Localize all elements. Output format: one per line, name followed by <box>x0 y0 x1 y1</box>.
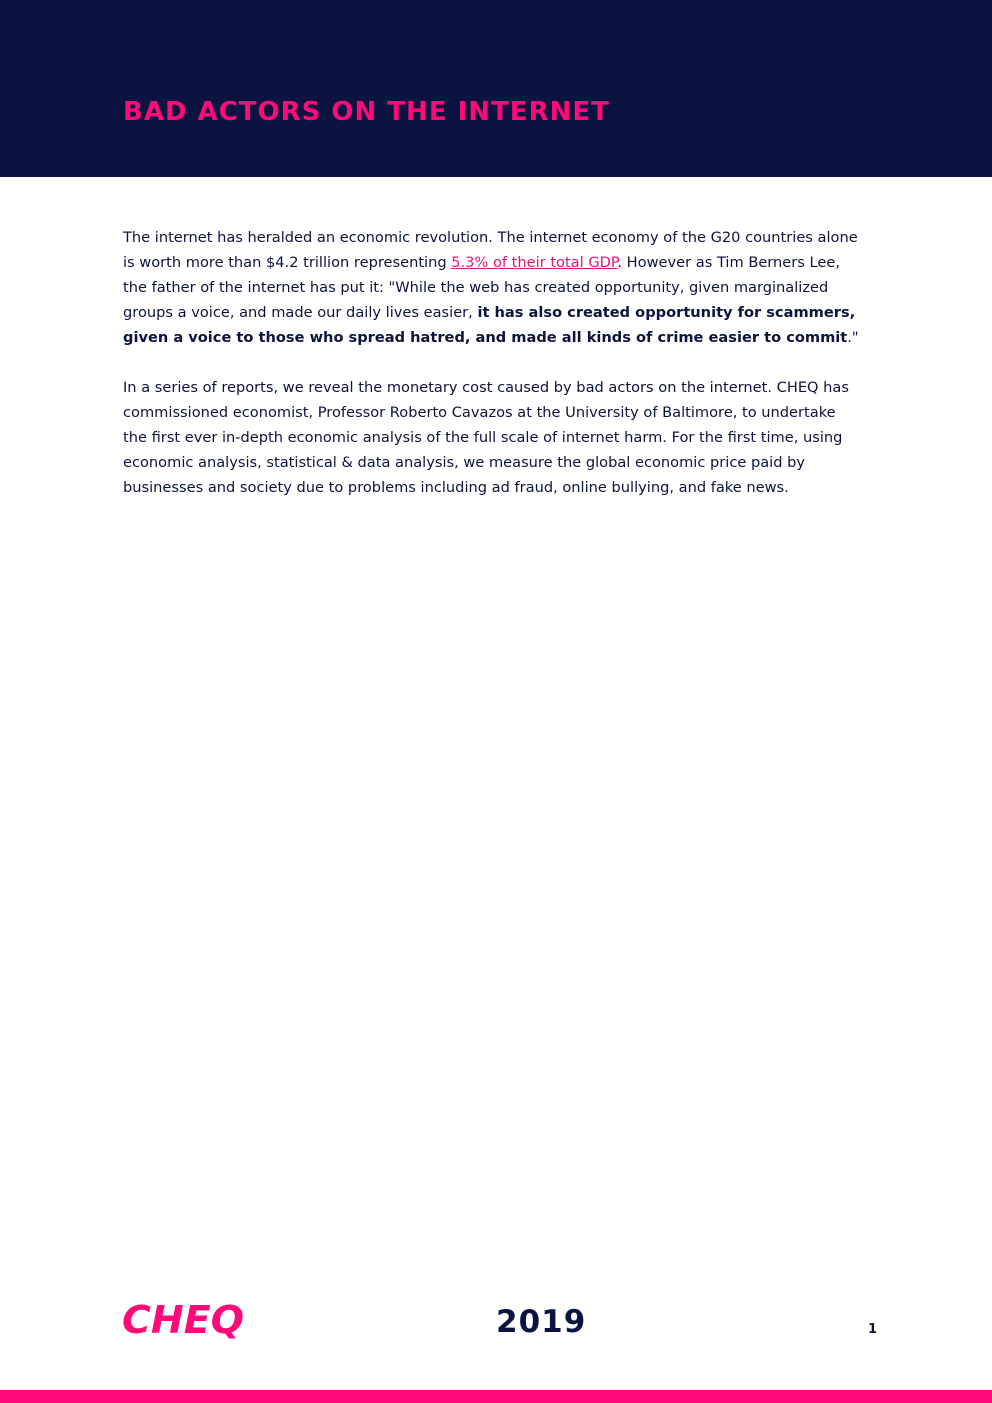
header-band <box>0 0 992 177</box>
gdp-source-link[interactable]: 5.3% of their total GDP <box>451 254 618 271</box>
bold-quote: it has also created opportunity for scammers, given a voice to those who spread hatred, and made all kinds of crime easier to commit <box>123 304 856 346</box>
intro-paragraph <box>123 225 863 350</box>
bottom-accent-bar <box>0 1390 992 1403</box>
cheq-logo-text: CHEQ <box>122 1300 244 1340</box>
cheq-logo <box>122 1300 248 1340</box>
intro-text-end: ." <box>847 329 859 346</box>
page-number: 1 <box>868 1322 878 1337</box>
intro-text-middle: . However as Tim Berners Lee, the father of the internet has put it: "While the web has created opportunity, given marginalized groups a voice, and made our daily lives easier, <box>123 254 840 321</box>
report-year: 2019 <box>496 1304 587 1340</box>
reports-paragraph: In a series of reports, we reveal the monetary cost caused by bad actors on the internet. CHEQ has commissioned economist, Professor Roberto Cavazos at the University of Baltimore, to undertake the first ever in-depth economic analysis of the full scale of internet harm. For the first time, using economic analysis, statistical & data analysis, we measure the global economic price paid by businesses and society due to problems including ad fraud, online bullying, and fake news. <box>123 379 849 496</box>
page-title: BAD ACTORS ON THE INTERNET <box>123 97 610 127</box>
intro-text-start: The internet has heralded an economic revolution. The internet economy of the G20 countries alone is worth more than $4.2 trillion representing <box>123 229 858 271</box>
body-text <box>123 225 863 500</box>
